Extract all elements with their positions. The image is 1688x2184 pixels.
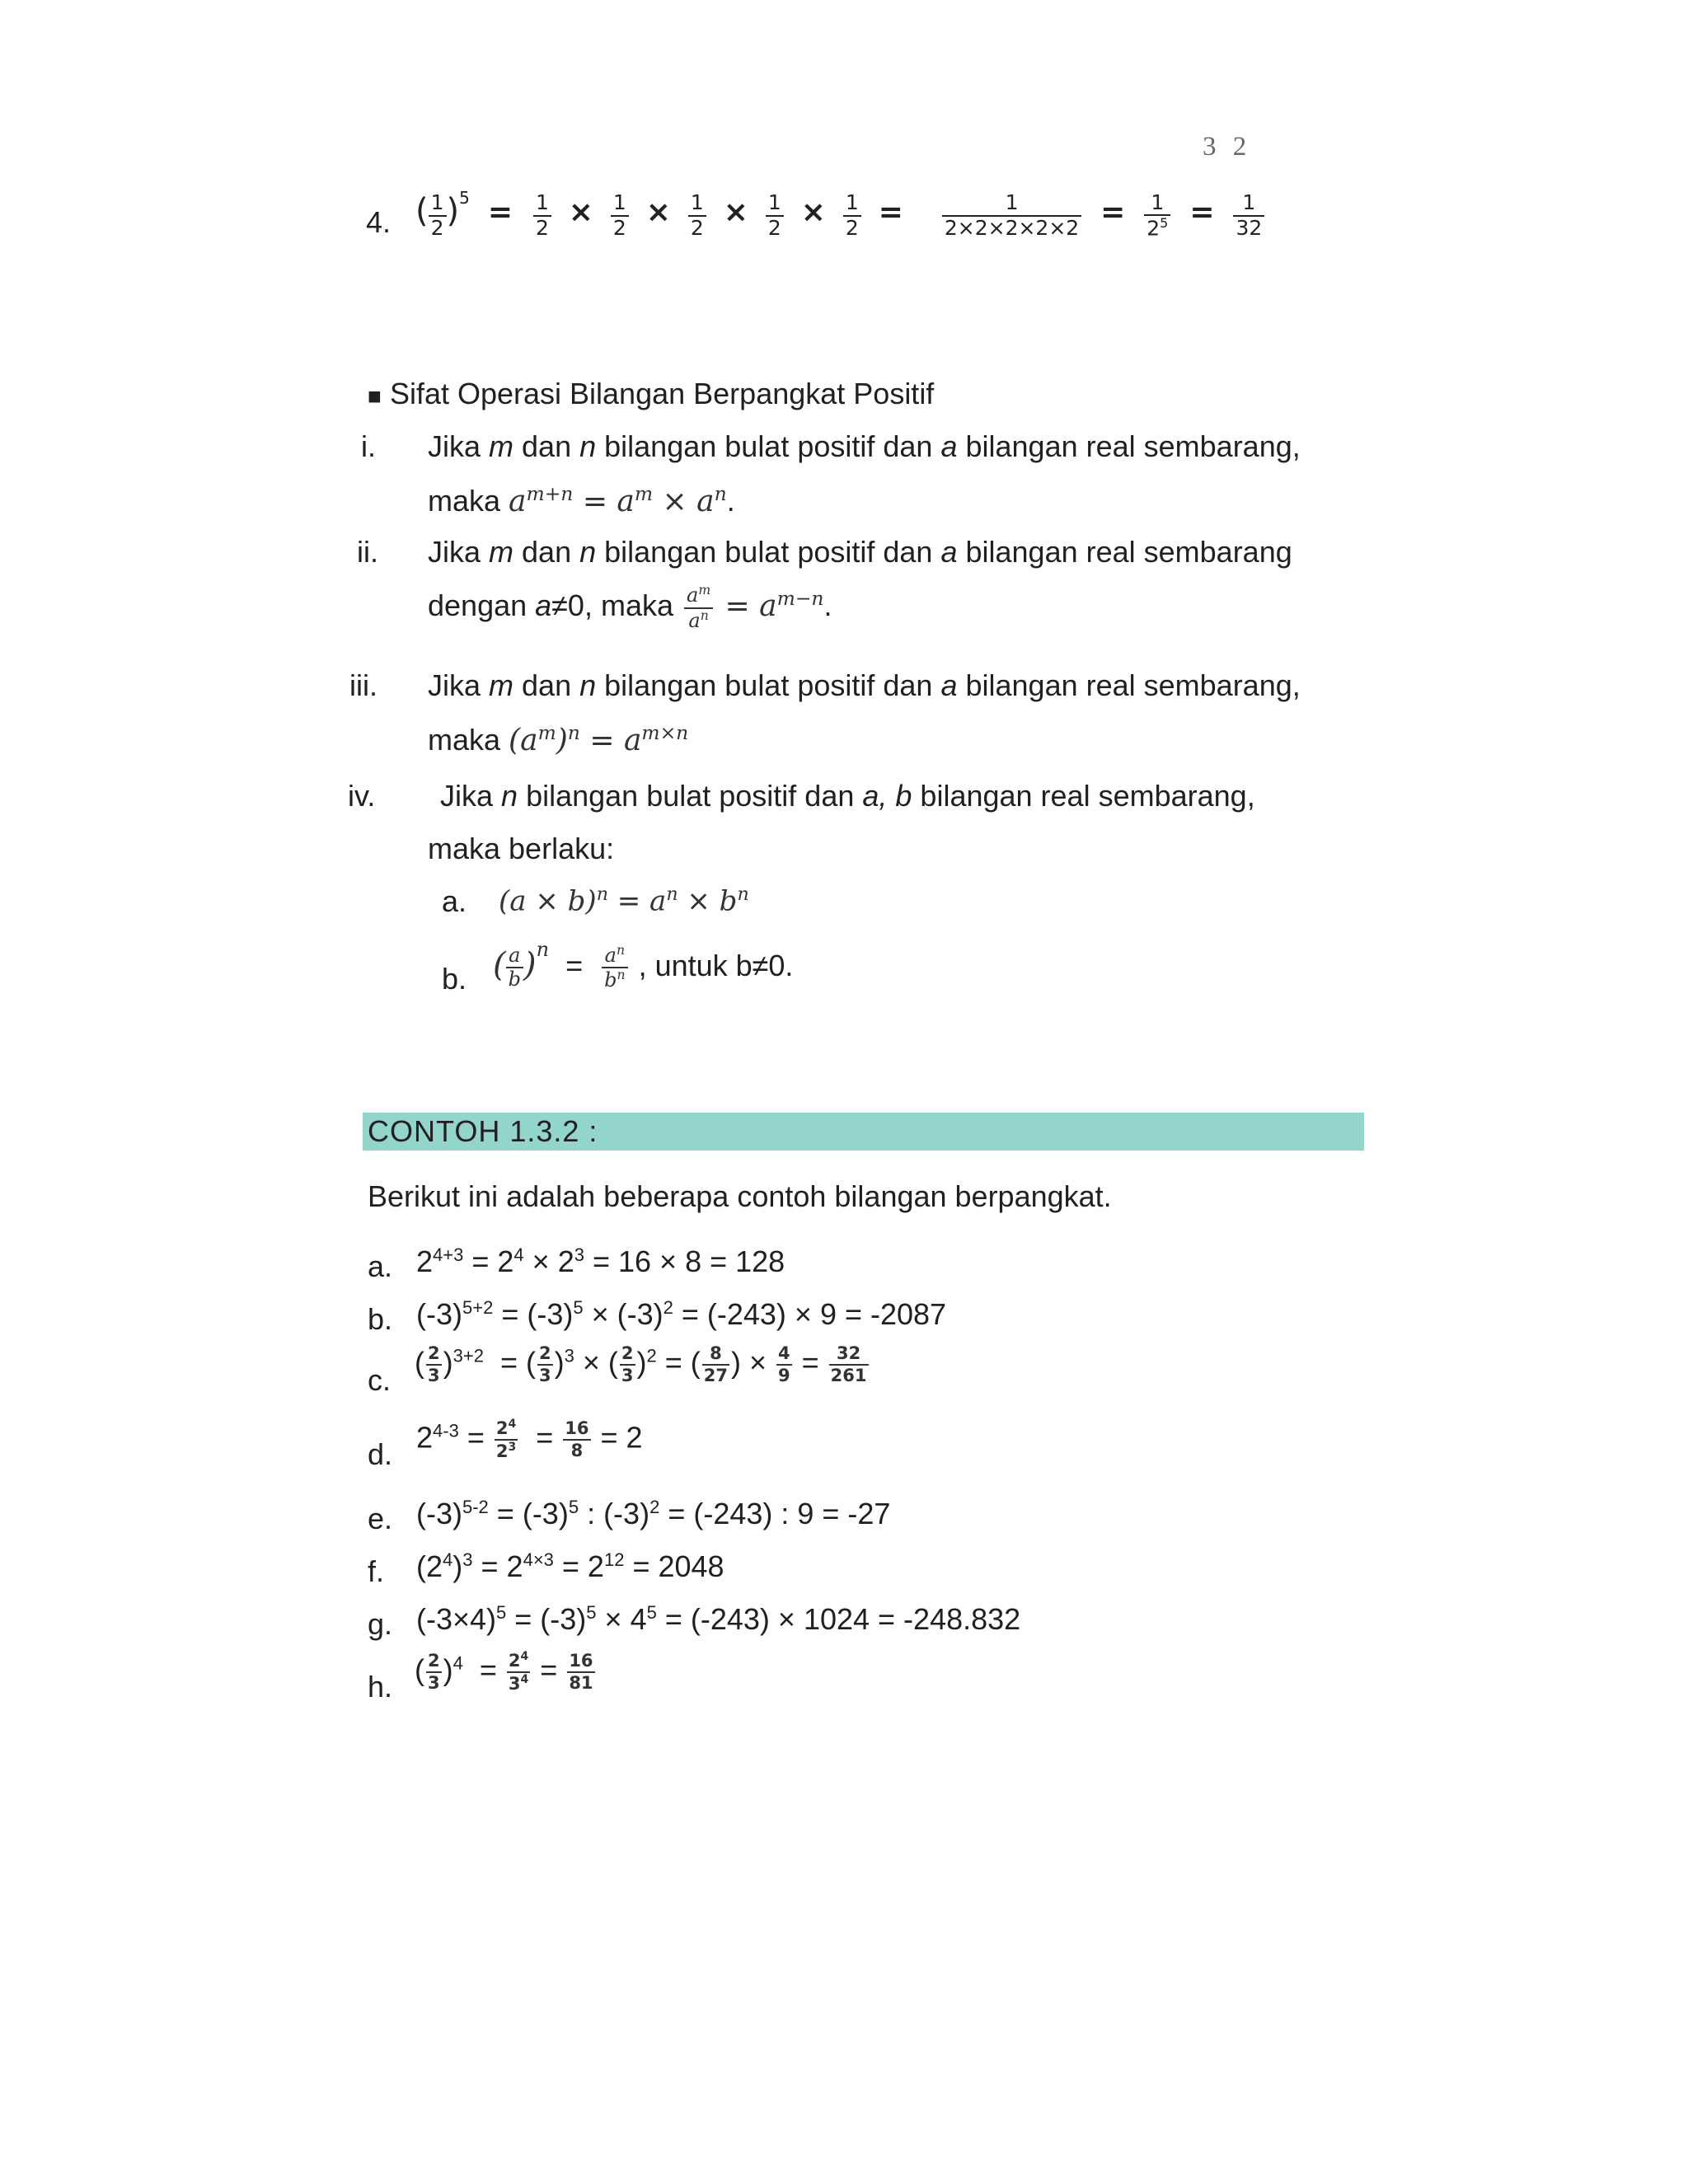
example-f: $(2^4)^3 = 2^{4\times 3} = 2^{12} = 2048$	[416, 1549, 724, 1583]
property-i-number: i.	[361, 429, 376, 463]
formula-product-rule: $a^{m+n} = a^m \times a^n$	[509, 482, 727, 518]
formula-product-power: $(a \times b)^n = a^n \times b^n$	[499, 883, 749, 918]
bullet-icon: ■	[368, 383, 382, 409]
example-h: ( $\frac{2}{3}$ )$^4$ = $\frac{2^4}{3^4}$ = $\frac{16}{81}$	[415, 1650, 593, 1694]
example-g-label: g.	[368, 1607, 393, 1641]
example-f-label: f.	[368, 1554, 385, 1588]
section-title: ■ Sifat Operasi Bilangan Berpangkat Positif	[368, 377, 935, 410]
property-ii-formula: dengan a≠0, maka $\frac{a^m}{a^n}$ = $a^{m-n}$.	[428, 583, 832, 632]
example-4-label: 4.	[366, 205, 392, 239]
example-h-label: h.	[368, 1670, 393, 1704]
formula-power-rule: $(a^m)^n = a^{m\times n}$	[509, 721, 689, 757]
formula-quotient-rule: $\frac{a^m}{a^n}$	[684, 583, 713, 632]
property-iv-b-label: b.	[442, 962, 467, 996]
example-4-formula: ( $\frac{1}{2}$ )$^5$ = $\frac{1}{2}$ × $\frac{1}{2}$ × $\frac{1}{2}$ × $\frac{1}{2}$ × $\frac{1}{2}$ = $\frac{1}{2\times 2\times 2\times 2\times 2}$ = $\frac{1}{2^5}$ = $\frac{1}{32}$	[415, 188, 1267, 241]
example-d-label: d.	[368, 1437, 393, 1471]
example-a: $2^{4+3} = 2^4 \times 2^3 = 16 \times 8 = 128$	[416, 1244, 785, 1278]
example-e: $(-3)^{5-2} = (-3)^5$ : $(-3)^2 = (-243)$ : 9 = -27	[416, 1497, 891, 1530]
property-iv-number: iv.	[348, 779, 376, 813]
property-iii-text: Jika m dan n bilangan bulat positif dan a bilangan real sembarang,	[428, 668, 1301, 702]
property-iv-a-label: a.	[442, 884, 467, 918]
example-c-label: c.	[368, 1363, 392, 1397]
property-iii-formula: maka $(a^m)^n = a^{m\times n}$	[428, 721, 689, 757]
property-ii-text: Jika m dan n bilangan bulat positif dan a bilangan real sembarang	[428, 535, 1292, 569]
example-e-label: e.	[368, 1502, 393, 1535]
contoh-intro: Berikut ini adalah beberapa contoh bilangan berpangkat.	[368, 1179, 1112, 1213]
property-iv-line2: maka berlaku:	[428, 832, 615, 865]
property-ii-number: ii.	[357, 535, 378, 569]
property-i-formula: maka $a^{m+n} = a^m \times a^n$.	[428, 482, 735, 518]
formula-quotient-power: ( $\frac{a}{b}$ )$^n$ = $\frac{a^n}{b^n}$ , untuk b≠0.	[493, 938, 794, 992]
contoh-heading: CONTOH 1.3.2 :	[368, 1114, 598, 1148]
example-b-label: b.	[368, 1302, 393, 1336]
example-a-label: a.	[368, 1249, 393, 1283]
property-iv-text: Jika n bilangan bulat positif dan a, b bilangan real sembarang,	[440, 779, 1255, 813]
property-iii-number: iii.	[349, 668, 377, 702]
example-g: $(-3\times 4)^5 = (-3)^5 \times 4^5 = (-243) \times 1024 = -248.832$	[416, 1602, 1021, 1636]
page-number: 3 2	[1203, 132, 1252, 162]
example-b: $(-3)^{5+2} = (-3)^5 \times (-3)^2 = (-243) \times 9 = -2087$	[416, 1297, 947, 1331]
example-d: $2^{4-3}$ = $\frac{2^4}{2^3}$ = $\frac{16}{8}$ = 2	[416, 1418, 643, 1462]
example-c: ( $\frac{2}{3}$ )$^{3+2}$ = ( $\frac{2}{3}$ )$^3$ × ( $\frac{2}{3}$ )$^2$ = ( $\frac{8}{27}$ ) × $\frac{4}{9}$ = $\frac{32}{261}$	[415, 1343, 867, 1386]
property-i-text: Jika m dan n bilangan bulat positif dan a bilangan real sembarang,	[428, 429, 1301, 463]
